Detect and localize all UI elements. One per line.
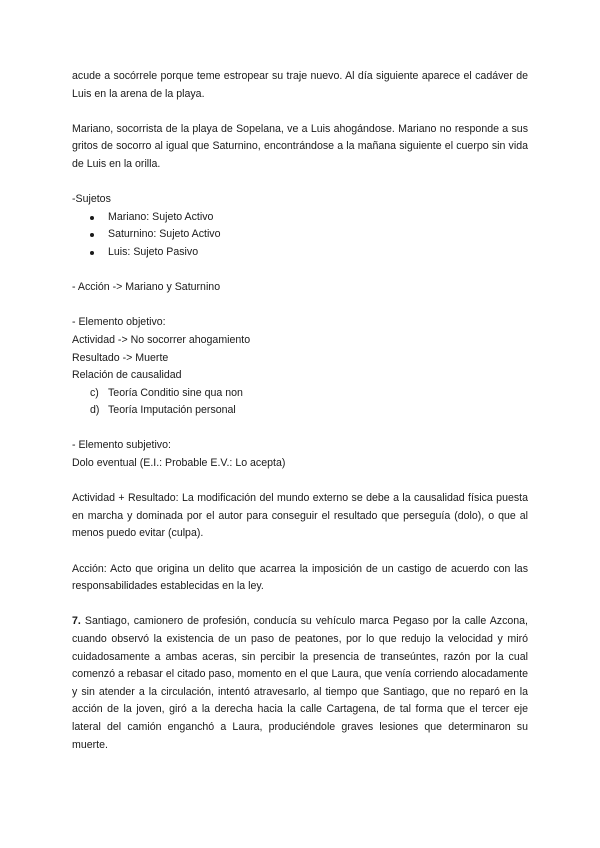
accion-line: - Acción -> Mariano y Saturnino (72, 281, 221, 294)
objetivo-relacion: Relación de causalidad (72, 369, 182, 382)
list-item (72, 402, 528, 420)
list-marker: d) (90, 404, 100, 417)
list-marker: c) (90, 386, 99, 399)
list-item: Saturnino: Sujeto Activo (72, 226, 528, 244)
paragraph-case-mariano: Mariano, socorrista de la playa de Sopelana, ve a Luis ahogándose. Mariano no responde a sus gritos de socorro al igual que Saturnino, encontrándose a la mañana siguiente el cuerpo sin vida de Luis en la orilla. (72, 122, 528, 170)
case-number: 7. (72, 615, 81, 628)
list-item-text: Teoría Imputación personal (108, 404, 236, 417)
subjetivo-heading: - Elemento subjetivo: (72, 439, 171, 452)
sujetos-list (72, 209, 528, 262)
list-item-text: Teoría Conditio sine qua non (108, 386, 243, 399)
sujetos-heading: -Sujetos (72, 193, 111, 206)
definition-actividad-resultado: Actividad + Resultado: La modificación del mundo externo se debe a la causalidad física puesta en marcha y dominada por el autor para conseguir el resultado que perseguía (dolo), o que al menos puedo evitar (culpa). (72, 492, 528, 540)
list-item (72, 385, 528, 403)
list-item: Luis: Sujeto Pasivo (72, 244, 528, 262)
objetivo-resultado: Resultado -> Muerte (72, 351, 169, 364)
objetivo-actividad: Actividad -> No socorrer ahogamiento (72, 333, 251, 346)
document-page (72, 68, 528, 754)
case-text: Santiago, camionero de profesión, conducía su vehículo marca Pegaso por la calle Azcona, cuando observó la existencia de un paso de peatones, por lo que redujo la velocidad y miró cuidadosamente a ambas aceras, sin percibir la presencia de transeúntes, razón por la cual comenzó a rebasar el citado paso, momento en el que Laura, que venía corriendo alocadamente y sin atender a la circulación, intentó atravesarlo, al tiempo que Santiago, que no reparó en la acción de la joven, giró a la derecha hacia la calle Cartagena, de tal forma que el tercer eje lateral del camión enganchó a Laura, produciéndole graves lesiones que determinaron su muerte. (72, 615, 528, 751)
teorias-list (72, 385, 528, 420)
objetivo-heading: - Elemento objetivo: (72, 316, 166, 329)
subjetivo-dolo: Dolo eventual (E.I.: Probable E.V.: Lo acepta) (72, 457, 286, 470)
list-item: Mariano: Sujeto Activo (72, 209, 528, 227)
case-7-paragraph (72, 613, 528, 754)
paragraph-continuation: acude a socórrele porque teme estropear su traje nuevo. Al día siguiente aparece el cadáver de Luis en la arena de la playa. (72, 70, 528, 100)
definition-accion: Acción: Acto que origina un delito que acarrea la imposición de un castigo de acuerdo con las responsabilidades establecidas en la ley. (72, 562, 528, 593)
